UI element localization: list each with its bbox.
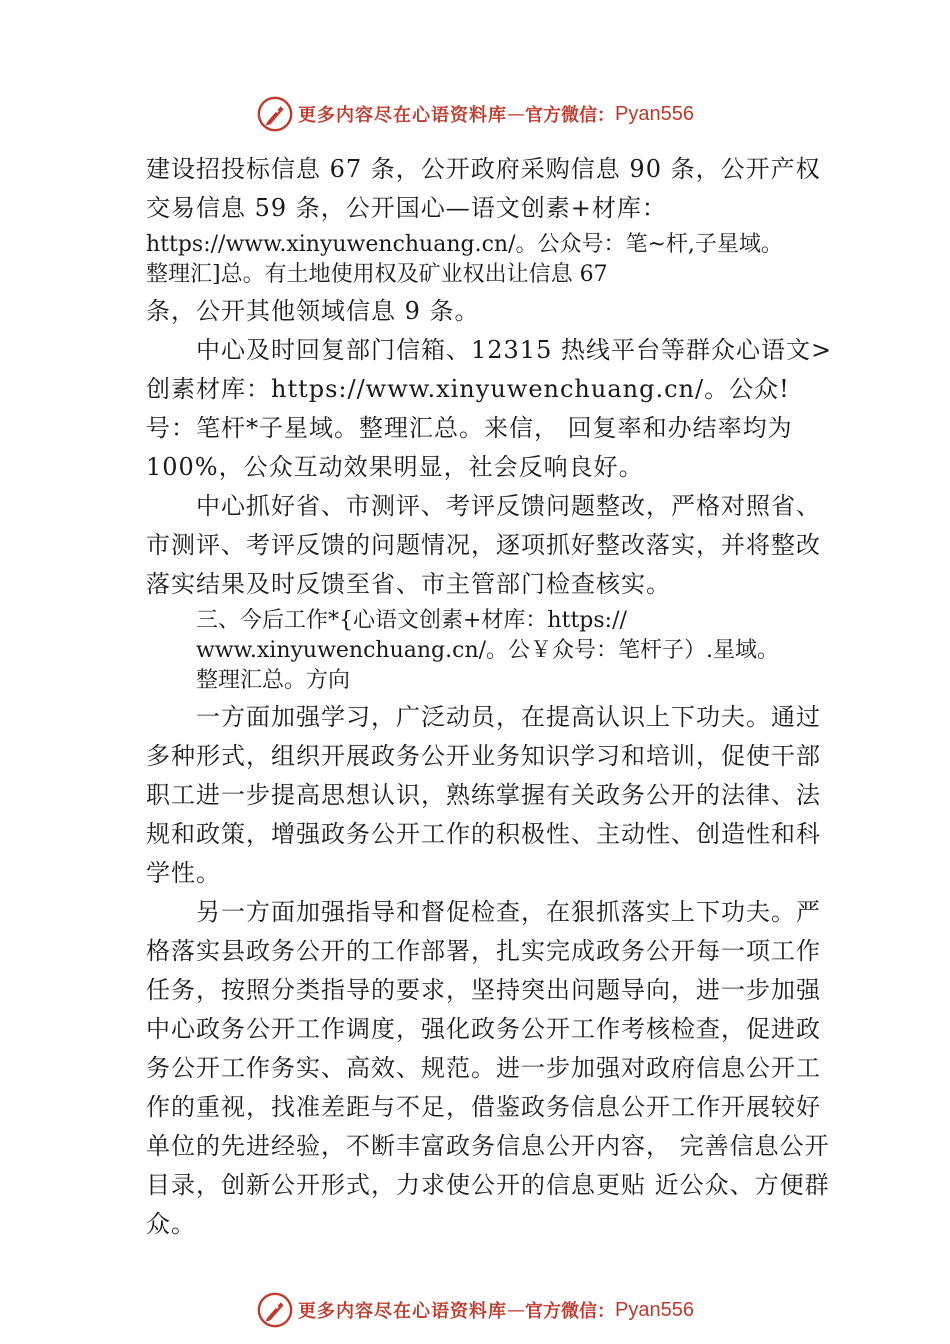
footer-banner bbox=[0, 1288, 950, 1332]
banner-wechat-label: 官方微信： bbox=[525, 105, 616, 126]
banner-separator: — bbox=[507, 1299, 526, 1321]
banner-wechat-label: 官方微信： bbox=[525, 1301, 616, 1322]
paragraph-supervision: 另一方面加强指导和督促检查，在狠抓落实上下功夫。严格落实县政务公开的工作部署，扎实完成政务公开每一项工作任务，按照分类指导的要求，坚持突出问题导向，进一步加强中心政务公开工作调度，强化政务公开工作考核检查，促进政务公开工作务实、高效、规范。进一步加强对政府信息公开工作的重视，找准差距与不足，借鉴政务信息公开工作开展较好单位的先进经验，不断丰富政务信息公开内容， 完善信息公开目录，创新公开形式，力求使公开的信息更贴 近公众、方便群众。 bbox=[146, 898, 830, 1238]
banner-brand: 更多内容尽在心语资料库 bbox=[298, 1301, 508, 1322]
header-banner bbox=[0, 92, 950, 136]
pen-nib-logo-icon bbox=[256, 95, 294, 133]
body-line-4: 整理汇]总。有土地使用权及矿业权出让信息 67 bbox=[146, 262, 608, 287]
document-body bbox=[146, 150, 836, 1244]
banner-wechat-id: Pyan556 bbox=[615, 1298, 694, 1321]
body-line-5: 条，公开其他领域信息 9 条。 bbox=[146, 297, 480, 325]
section-heading-line-3: 整理汇总。方向 bbox=[196, 668, 351, 693]
section-heading-line-1: 三、今后工作*{心语文创素+材库：https:// bbox=[196, 608, 627, 633]
paragraph-rectification: 中心抓好省、市测评、考评反馈问题整改，严格对照省、市测评、考评反馈的问题情况，逐项抓好整改落实，并将整改落实结果及时反馈至省、市主管部门检查核实。 bbox=[146, 492, 821, 598]
section-heading-line-2: www.xinyuwenchuang.cn/。公￥众号：笔杆子）.星域。 bbox=[196, 638, 780, 663]
banner-wechat-id: Pyan556 bbox=[615, 102, 694, 125]
body-line-2: 交易信息 59 条，公开国心—语文创素+材库： bbox=[146, 194, 667, 222]
banner-brand: 更多内容尽在心语资料库 bbox=[298, 105, 508, 126]
body-line-1: 建设招投标信息 67 条，公开政府采购信息 90 条，公开产权 bbox=[146, 155, 821, 183]
pen-nib-logo-icon bbox=[256, 1291, 294, 1329]
body-line-3-link: https://www.xinyuwenchuang.cn/。公众号：笔~杆,子星域。 bbox=[146, 232, 783, 257]
paragraph-reply: 中心及时回复部门信箱、12315 热线平台等群众心语文>创素材库：https://www.xinyuwenchuang.cn/。公众!号：笔杆*子星域。整理汇总。来信， 回复率和办结率均为 100%，公众互动效果明显，社会反响良好。 bbox=[146, 336, 833, 481]
banner-separator: — bbox=[507, 103, 526, 125]
paragraph-learning: 一方面加强学习，广泛动员，在提高认识上下功夫。通过多种形式，组织开展政务公开业务知识学习和培训，促使干部职工进一步提高思想认识，熟练掌握有关政务公开的法律、法规和政策，增强政务公开工作的积极性、主动性、创造性和科学性。 bbox=[146, 703, 821, 887]
